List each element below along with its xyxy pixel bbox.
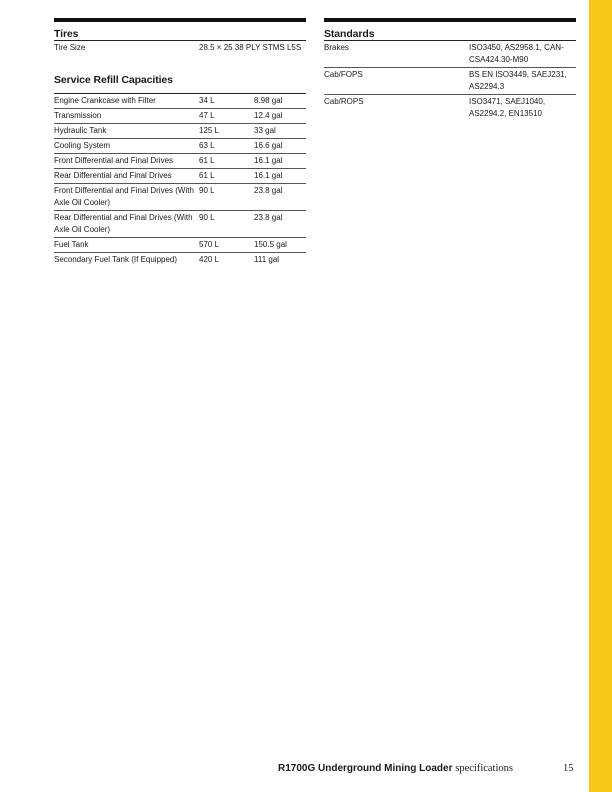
- row-label: Rear Differential and Final Drives: [54, 171, 172, 180]
- table-row: [54, 253, 306, 267]
- row-liters: 61 L: [199, 156, 215, 165]
- page-number: 15: [563, 763, 574, 774]
- row-label: Front Differential and Final Drives (With Axle Oil Cooler): [54, 186, 194, 207]
- row-label: Front Differential and Final Drives: [54, 156, 174, 165]
- row-gallons: 16.1 gal: [254, 171, 283, 180]
- row-gallons: 33 gal: [254, 126, 276, 135]
- table-row: [54, 124, 306, 139]
- row-label: Rear Differential and Final Drives (With Axle Oil Cooler): [54, 213, 193, 234]
- row-liters: 61 L: [199, 171, 215, 180]
- row-value: ISO3450, AS2958.1, CAN-CSA424.30-M90: [469, 43, 564, 64]
- table-row: [54, 211, 306, 238]
- row-value: ISO3471, SAEJ1040, AS2294.2, EN13510: [469, 97, 546, 118]
- footer-suffix: specifications: [455, 763, 513, 774]
- tires-table: [54, 40, 306, 55]
- row-gallons: 23.8 gal: [254, 186, 283, 195]
- row-gallons: 150.5 gal: [254, 240, 287, 249]
- row-gallons: 12.4 gal: [254, 111, 283, 120]
- refill-table: [54, 93, 306, 267]
- row-label: Secondary Fuel Tank (If Equipped): [54, 255, 178, 264]
- row-label: Cooling System: [54, 141, 111, 150]
- row-label: Hydraulic Tank: [54, 126, 107, 135]
- row-gallons: 8.98 gal: [254, 96, 283, 105]
- right-column: [324, 18, 576, 121]
- table-row: [54, 109, 306, 124]
- left-column: [54, 18, 306, 267]
- row-gallons: 16.6 gal: [254, 141, 283, 150]
- table-row: [54, 154, 306, 169]
- row-gallons: 111 gal: [254, 255, 280, 264]
- row-liters: 125 L: [199, 126, 220, 135]
- table-row: [54, 169, 306, 184]
- standards-table: [324, 40, 576, 121]
- row-liters: 63 L: [199, 141, 215, 150]
- row-label: Brakes: [324, 43, 349, 52]
- row-gallons: 23.8 gal: [254, 213, 283, 222]
- footer-title: [278, 763, 513, 774]
- table-row: [324, 68, 576, 95]
- row-gallons: 16.1 gal: [254, 156, 283, 165]
- row-liters: 90 L: [199, 186, 215, 195]
- row-liters: 90 L: [199, 213, 215, 222]
- table-row: [54, 139, 306, 154]
- row-liters: 34 L: [199, 96, 215, 105]
- footer-model: R1700G Underground Mining Loader: [278, 763, 453, 774]
- row-label: Cab/FOPS: [324, 70, 363, 79]
- row-value: 28.5 × 25 38 PLY STMS L5S: [199, 43, 302, 52]
- table-row: [54, 184, 306, 211]
- table-row: [54, 238, 306, 253]
- refill-heading: Service Refill Capacities: [54, 74, 173, 86]
- tires-heading: Tires: [54, 18, 306, 40]
- table-row: [54, 94, 306, 109]
- row-label: Fuel Tank: [54, 240, 89, 249]
- row-label: Engine Crankcase with Filter: [54, 96, 156, 105]
- accent-side-bar: [589, 0, 612, 792]
- row-label: Cab/ROPS: [324, 97, 364, 106]
- standards-heading: Standards: [324, 18, 576, 40]
- table-row: [324, 41, 576, 68]
- row-label: Tire Size: [54, 43, 86, 52]
- table-row: [324, 95, 576, 121]
- row-value: BS EN ISO3449, SAEJ231, AS2294.3: [469, 70, 567, 91]
- row-label: Transmission: [54, 111, 102, 120]
- row-liters: 47 L: [199, 111, 215, 120]
- table-row: [54, 41, 306, 55]
- row-liters: 420 L: [199, 255, 220, 264]
- row-liters: 570 L: [199, 240, 220, 249]
